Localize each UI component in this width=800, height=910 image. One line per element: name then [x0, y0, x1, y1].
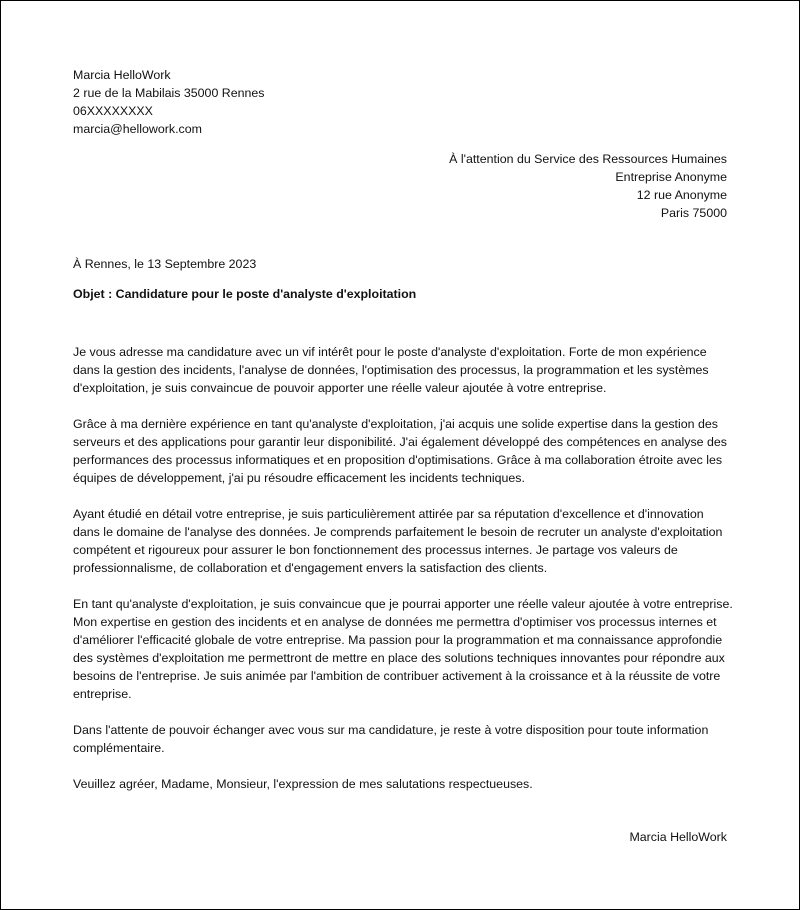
signature: Marcia HelloWork: [629, 830, 727, 844]
sender-address: 2 rue de la Mabilais 35000 Rennes: [73, 86, 265, 100]
body-paragraph: En tant qu'analyste d'exploitation, je suis convaincue que je pourrai apporter une réelle valeur ajoutée à votre entreprise. Mon expertise en gestion des incidents et en analyse de données me permettra d'optimiser vos processus internes et d'améliorer l'efficacité globale de votre entreprise. Ma passion pour la programmation et ma connaissance approfondie des systèmes d'exploitation me permettront de mettre en place des solutions techniques innovantes pour répondre aux besoins de l'entreprise. Je suis animée par l'ambition de contribuer activement à la croissance et à la réussite de votre entreprise.: [73, 597, 733, 701]
recipient-city: Paris 75000: [660, 206, 727, 220]
body-paragraph: Je vous adresse ma candidature avec un vif intérêt pour le poste d'analyste d'exploitation. Forte de mon expérience dans la gestion des incidents, l'analyse de données, l'optimisation des processus, la programmation et les systèmes d'exploitation, je suis convaincue de pouvoir apporter une réelle valeur ajoutée à votre entreprise.: [73, 345, 709, 395]
date-line: À Rennes, le 13 Septembre 2023: [73, 257, 257, 271]
recipient-attention: À l'attention du Service des Ressources Humaines: [449, 152, 727, 166]
sender-name: Marcia HelloWork: [73, 68, 171, 82]
recipient-street: 12 rue Anonyme: [636, 188, 727, 202]
body-paragraph: Grâce à ma dernière expérience en tant qu'analyste d'exploitation, j'ai acquis une solide expertise dans la gestion des serveurs et des applications pour garantir leur disponibilité. J'ai également développé des compétences en analyse des performances des processus informatiques et en proposition d'optimisations. Grâce à ma collaboration étroite avec les équipes de développement, j'ai pu résoudre efficacement les incidents techniques.: [73, 417, 727, 485]
body-paragraph: Dans l'attente de pouvoir échanger avec vous sur ma candidature, je reste à votre disposition pour toute information complémentaire.: [73, 723, 709, 755]
sender-block: [73, 66, 265, 138]
closing-paragraph: Veuillez agréer, Madame, Monsieur, l'expression de mes salutations respectueuses.: [73, 777, 533, 791]
body-paragraph: Ayant étudié en détail votre entreprise, je suis particulièrement attirée par sa réputation d'excellence et d'innovation dans le domaine de l'analyse des données. Je comprends parfaitement le besoin de recruter un analyste d'exploitation compétent et rigoureux pour assurer le bon fonctionnement des processus internes. Je partage vos valeurs de professionnalisme, de collaboration et d'engagement envers la satisfaction des clients.: [73, 507, 723, 575]
sender-phone: 06XXXXXXXX: [73, 104, 153, 118]
sender-email: marcia@hellowork.com: [73, 122, 202, 136]
recipient-company: Entreprise Anonyme: [615, 170, 727, 184]
recipient-block: [449, 150, 727, 222]
letter-body: [73, 343, 733, 811]
subject-line: Objet : Candidature pour le poste d'analyste d'exploitation: [73, 287, 417, 301]
